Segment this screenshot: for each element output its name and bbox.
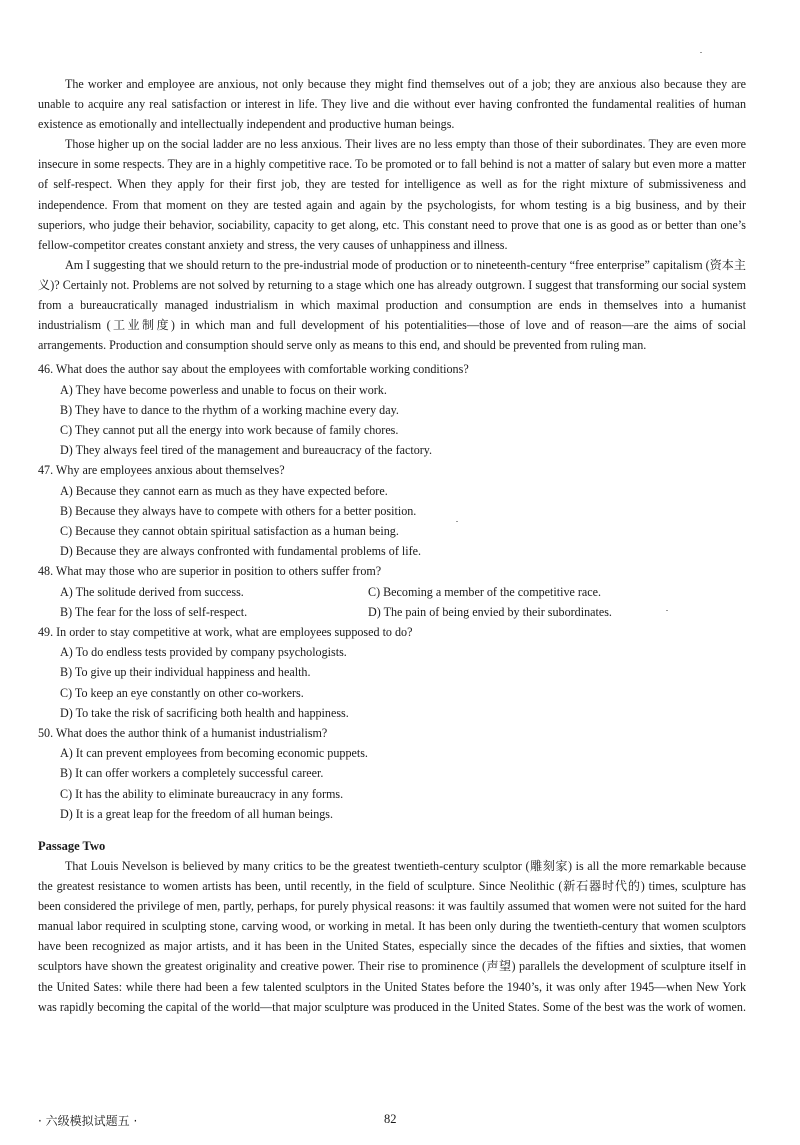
scan-speck [700,52,702,53]
option-d: D) Because they are always confronted with fundamental problems of life. [60,544,422,559]
option-row-2 [38,602,746,622]
footer-exam-label: · 六级模拟试题五 · [38,1114,138,1128]
question-48 [38,561,746,622]
passage-one-paragraph-3: Am I suggesting that we should return to the pre-industrial mode of production or to nineteenth-century “free enterprise” capitalism (资本主义)? Certainly not. Problems are not solved by returning to a stage which one has already outgrown. I suggest that transforming our social system from a bureaucratically managed industrialism in which maximal production and consumption are ends in themselves into a humanist industrialism (工业制度) in which man and full development of his potentialities—those of love and of reason—are the aims of social arrangements. Production and consumption should serve only as means to this end, and should be prevented from ruling man. [38,257,746,353]
passage-two-paragraph: That Louis Nevelson is believed by many critics to be the greatest twentieth-century sculptor (雕刻家) is all the more remarkable because the greatest resistance to women artists has been, until recently, in the field of sculpture. Since Neolithic (新石器时代的) times, sculpture has been considered the privilege of men, partly, perhaps, for purely physical reasons: it was faultily assumed that women were not suited for the hard manual labor required in sculpting stone, carving wood, or working in metal. It has been only during the twentieth-century that women sculptors have been recognized as major artists, and it has been in the United States, especially since the decades of the fifties and sixties, that women sculptors have shown the greatest originality and creative power. Their rise to prominence (声望) parallels the development of sculpture itself in the United Sates: while there had been a few talented sculptors in the United States before the 1940’s, it was only after 1945—when New York was rapidly becoming the capital of the world—that major sculpture was produced in the United States. Some of the best was the work of women. [38,858,746,1014]
question-47 [38,460,746,561]
option-c: C) They cannot put all the energy into work because of family chores. [60,422,399,437]
document-page [38,74,746,1017]
option-d: D) They always feel tired of the management and bureaucracy of the factory. [60,443,433,458]
question-46 [38,359,746,460]
option-d: D) It is a great leap for the freedom of all human beings. [60,806,334,821]
option-b: B) Because they always have to compete with others for a better position. [60,503,417,518]
option-b: B) It can offer workers a completely successful career. [60,766,324,781]
question-stem: 49. In order to stay competitive at work, what are employees supposed to do? [38,624,413,639]
question-50 [38,723,746,824]
page-number: 82 [384,1112,397,1126]
option-c: C) Because they cannot obtain spiritual satisfaction as a human being. [60,523,399,538]
option-a: A) It can prevent employees from becoming economic puppets. [60,746,368,761]
scan-speck [456,521,458,522]
question-stem: 47. Why are employees anxious about themselves? [38,463,285,478]
scan-speck [666,610,668,611]
question-stem: 46. What does the author say about the employees with comfortable working conditions? [38,362,469,377]
option-c: C) It has the ability to eliminate bureaucracy in any forms. [60,786,344,801]
question-list [38,359,746,824]
passage-one [38,74,746,355]
option-a: A) Because they cannot earn as much as they have expected before. [60,483,388,498]
passage-one-paragraph-1: The worker and employee are anxious, not only because they might find themselves out of a job; they are anxious also because they are unable to acquire any real satisfaction or interest in life. They live and die without ever having confronted the fundamental realities of human existence as emotionally and intellectually independent and productive human beings. [38,77,746,132]
passage-two-title: Passage Two [38,838,106,853]
option-a: A) The solitude derived from success. [60,584,244,599]
option-c: C) Becoming a member of the competitive race. [368,584,602,599]
question-stem: 50. What does the author think of a humanist industrialism? [38,725,328,740]
option-b: B) They have to dance to the rhythm of a working machine every day. [60,402,399,417]
question-stem: 48. What may those who are superior in position to others suffer from? [38,564,382,579]
option-b: B) To give up their individual happiness and health. [60,665,311,680]
option-d: D) To take the risk of sacrificing both health and happiness. [60,705,349,720]
question-49 [38,622,746,723]
option-d: D) The pain of being envied by their subordinates. [368,604,612,619]
option-a: A) To do endless tests provided by company psychologists. [60,645,347,660]
page-footer [38,1112,746,1132]
passage-one-paragraph-2: Those higher up on the social ladder are no less anxious. Their lives are no less empty than those of their subordinates. They are even more insecure in some respects. They are in a highly competitive race. To be promoted or to fall behind is not a matter of salary but even more a matter of self-respect. When they apply for their first job, they are tested for intelligence as well as for the right mixture of submissiveness and independence. From that moment on they are tested again and again by the psychologists, for whom testing is a big business, and by their superiors, who judge their behavior, sociability, capacity to get along, etc. This constant need to prove that one is as good as or better than one’s fellow-competitor creates constant anxiety and stress, the very causes of unhappiness and illness. [38,137,746,252]
option-c: C) To keep an eye constantly on other co-workers. [60,685,304,700]
option-b: B) The fear for the loss of self-respect. [60,604,248,619]
passage-two [38,836,746,1017]
option-row-1 [38,582,746,602]
option-a: A) They have become powerless and unable to focus on their work. [60,382,387,397]
